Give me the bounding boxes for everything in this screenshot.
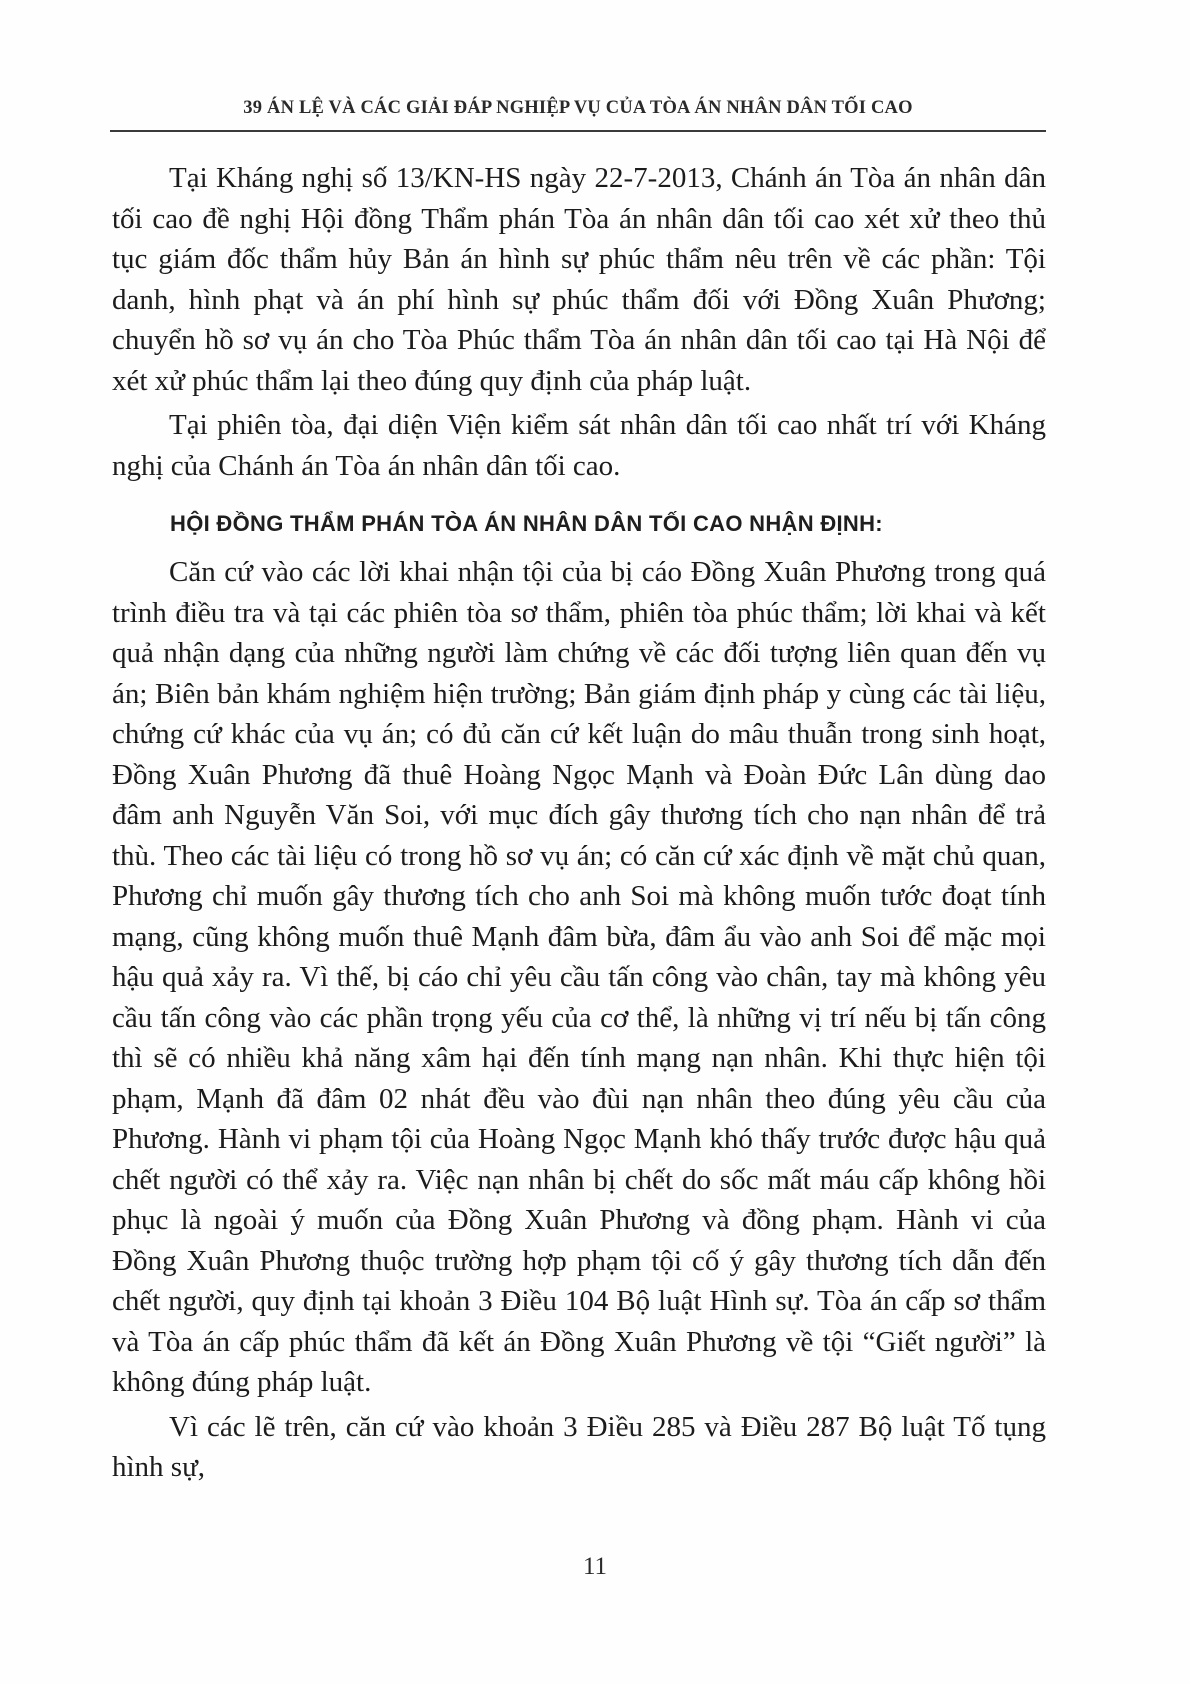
paragraph-findings: Căn cứ vào các lời khai nhận tội của bị cáo Đồng Xuân Phương trong quá trình điều tra và tại các phiên tòa sơ thẩm, phiên tòa phúc thẩm; lời khai và kết quả nhận dạng của những người làm chứng về các đối tượng liên quan đến vụ án; Biên bản khám nghiệm hiện trường; Bản giám định pháp y cùng các tài liệu, chứng cứ khác của vụ án; có đủ căn cứ kết luận do mâu thuẫn trong sinh hoạt, Đồng Xuân Phương đã thuê Hoàng Ngọc Mạnh và Đoàn Đức Lân dùng dao đâm anh Nguyễn Văn Soi, với mục đích gây thương tích cho nạn nhân để trả thù. Theo các tài liệu có trong hồ sơ vụ án; có căn cứ xác định về mặt chủ quan, Phương chỉ muốn gây thương tích cho anh Soi mà không muốn tước đoạt tính mạng, cũng không muốn thuê Mạnh đâm bừa, đâm ẩu vào anh Soi để mặc mọi hậu quả xảy ra. Vì thế, bị cáo chỉ yêu cầu tấn công vào chân, tay mà không yêu cầu tấn công vào các phần trọng yếu của cơ thể, là những vị trí nếu bị tấn công thì sẽ có nhiều khả năng xâm hại đến tính mạng nạn nhân. Khi thực hiện tội phạm, Mạnh đã đâm 02 nhát đều vào đùi nạn nhân theo đúng yêu cầu của Phương. Hành vi phạm tội của Hoàng Ngọc Mạnh khó thấy trước được hậu quả chết người có thể xảy ra. Việc nạn nhân bị chết do sốc mất máu cấp không hồi phục là ngoài ý muốn của Đồng Xuân Phương và đồng phạm. Hành vi của Đồng Xuân Phương thuộc trường hợp phạm tội cố ý gây thương tích dẫn đến chết người, quy định tại khoản 3 Điều 104 Bộ luật Hình sự. Tòa án cấp sơ thẩm và Tòa án cấp phúc thẩm đã kết án Đồng Xuân Phương về tội “Giết người” là không đúng pháp luật. [112, 556, 1046, 1398]
page-number: 11 [582, 1553, 608, 1580]
paragraph-protest: Tại Kháng nghị số 13/KN-HS ngày 22-7-2013, Chánh án Tòa án nhân dân tối cao đề nghị Hội đồng Thẩm phán Tòa án nhân dân tối cao xét xử theo thủ tục giám đốc thẩm hủy Bản án hình sự phúc thẩm nêu trên về các phần: Tội danh, hình phạt và án phí hình sự phúc thẩm đối với Đồng Xuân Phương; chuyển hồ sơ vụ án cho Tòa Phúc thẩm Tòa án nhân dân tối cao tại Hà Nội để xét xử phúc thẩm lại theo đúng quy định của pháp luật. [112, 162, 1046, 397]
header-rule [110, 130, 1046, 132]
running-header: 39 ÁN LỆ VÀ CÁC GIẢI ĐÁP NGHIỆP VỤ CỦA TÒA ÁN NHÂN DÂN TỐI CAO [243, 98, 913, 118]
page-body [112, 158, 1046, 1488]
paragraph-procuracy: Tại phiên tòa, đại diện Viện kiểm sát nhân dân tối cao nhất trí với Kháng nghị của Chánh án Tòa án nhân dân tối cao. [112, 409, 1046, 482]
paragraph-grounds: Vì các lẽ trên, căn cứ vào khoản 3 Điều 285 và Điều 287 Bộ luật Tố tụng hình sự, [112, 1410, 1046, 1483]
section-heading: HỘI ĐỒNG THẨM PHÁN TÒA ÁN NHÂN DÂN TỐI CAO NHẬN ĐỊNH: [170, 511, 883, 536]
